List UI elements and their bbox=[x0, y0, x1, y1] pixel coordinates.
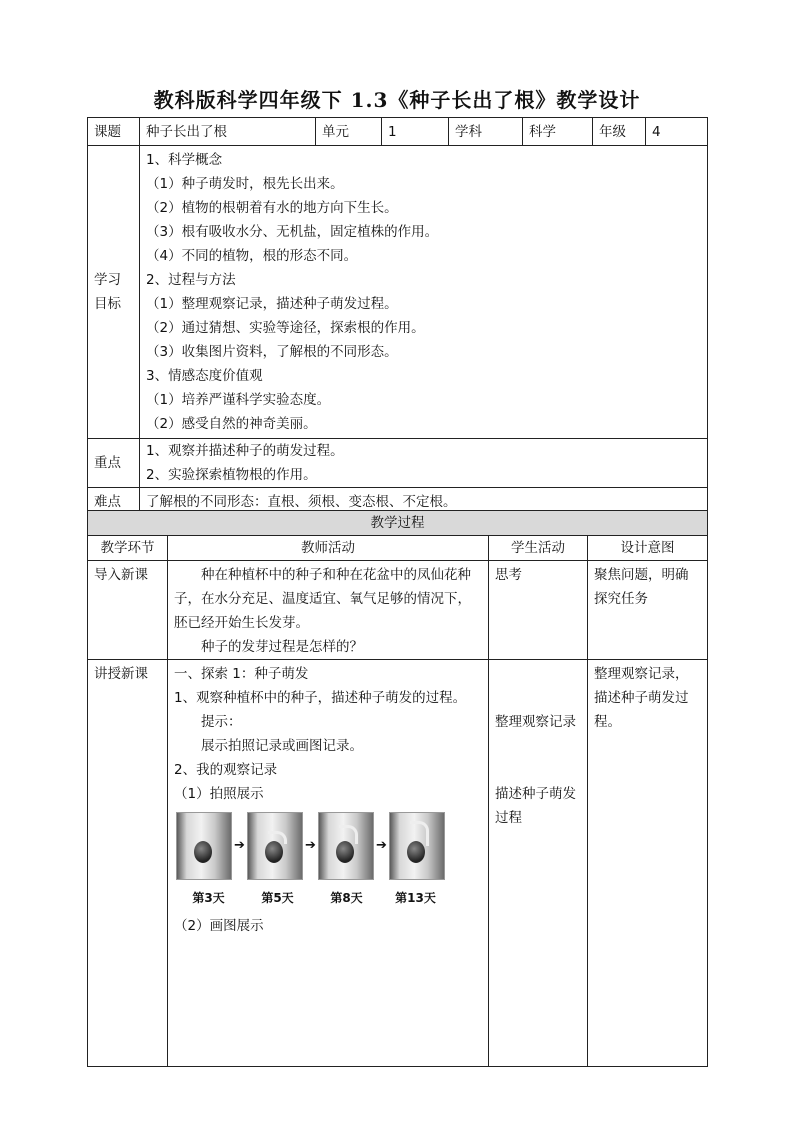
goal-line: （4）不同的植物，根的形态不同。 bbox=[146, 248, 358, 264]
seed-photo-day5 bbox=[247, 812, 303, 880]
goal-line: （2）植物的根朝着有水的地方向下生长。 bbox=[146, 200, 398, 216]
goal-line: 1、科学概念 bbox=[146, 152, 223, 168]
intro-question: 种子的发芽过程是怎样的？ bbox=[201, 639, 363, 655]
lesson-line: （1）拍照展示 bbox=[174, 786, 264, 802]
difficulty-label: 难点 bbox=[88, 488, 140, 516]
key-point-line: 2、实验探索植物根的作用。 bbox=[146, 467, 317, 483]
info-row bbox=[88, 118, 708, 146]
photo-day-labels bbox=[174, 886, 482, 910]
goal-line: （2）感受自然的神奇美丽。 bbox=[146, 416, 317, 432]
goal-line: （3）收集图片资料，了解根的不同形态。 bbox=[146, 344, 398, 360]
day-label: 第5天 bbox=[261, 891, 294, 905]
subject-label: 学科 bbox=[449, 118, 523, 146]
key-points-row bbox=[88, 439, 708, 488]
intro-student: 思考 bbox=[489, 561, 588, 660]
lesson-row bbox=[88, 660, 708, 1067]
lesson-line: 提示： bbox=[201, 714, 242, 730]
key-point-line: 1、观察并描述种子的萌发过程。 bbox=[146, 443, 344, 459]
seed-photo-day13 bbox=[389, 812, 445, 880]
goal-line: 2、过程与方法 bbox=[146, 272, 236, 288]
goals-content bbox=[140, 146, 708, 439]
unit-label: 单元 bbox=[316, 118, 382, 146]
lesson-line: 2、我的观察记录 bbox=[174, 762, 278, 778]
difficulty-content: 了解根的不同形态：直根、须根、变态根、不定根。 bbox=[140, 488, 708, 516]
header-teacher: 教师活动 bbox=[168, 536, 489, 561]
lesson-intent: 整理观察记录，描述种子萌发过程。 bbox=[588, 660, 708, 1067]
goal-line: （1）培养严谨科学实验态度。 bbox=[146, 392, 331, 408]
intro-stage: 导入新课 bbox=[88, 561, 168, 660]
lesson-line: 1、观察种植杯中的种子，描述种子萌发的过程。 bbox=[174, 690, 467, 706]
student-activity-2: 描述种子萌发过程 bbox=[495, 786, 576, 826]
day-label: 第3天 bbox=[192, 891, 225, 905]
topic-label: 课题 bbox=[88, 118, 140, 146]
intro-intent: 聚焦问题，明确探究任务 bbox=[588, 561, 708, 660]
goals-row bbox=[88, 146, 708, 439]
lesson-line: （2）画图展示 bbox=[174, 918, 264, 934]
teaching-process-table bbox=[87, 510, 708, 1067]
intro-row bbox=[88, 561, 708, 660]
header-intent: 设计意图 bbox=[588, 536, 708, 561]
goal-line: （3）根有吸收水分、无机盐，固定植株的作用。 bbox=[146, 224, 439, 240]
grade-label: 年级 bbox=[593, 118, 646, 146]
grade-value: 4 bbox=[646, 118, 708, 146]
subject-value: 科学 bbox=[523, 118, 593, 146]
lesson-info-table bbox=[87, 117, 708, 516]
goal-line: （1）种子萌发时，根先长出来。 bbox=[146, 176, 344, 192]
lesson-stage: 讲授新课 bbox=[88, 660, 168, 1067]
header-student: 学生活动 bbox=[489, 536, 588, 561]
key-points-label: 重点 bbox=[88, 439, 140, 488]
day-label: 第8天 bbox=[330, 891, 363, 905]
process-title: 教学过程 bbox=[88, 511, 708, 536]
lesson-line: 展示拍照记录或画图记录。 bbox=[201, 738, 363, 754]
seed-photo-day3 bbox=[176, 812, 232, 880]
goals-label: 学习目标 bbox=[88, 146, 140, 439]
header-stage: 教学环节 bbox=[88, 536, 168, 561]
lesson-teacher bbox=[168, 660, 489, 1067]
process-header-row bbox=[88, 536, 708, 561]
lesson-line: 一、探索 1：种子萌发 bbox=[174, 666, 309, 682]
intro-teacher bbox=[168, 561, 489, 660]
topic-value: 种子长出了根 bbox=[140, 118, 316, 146]
intro-teacher-paragraph: 种在种植杯中的种子和种在花盆中的凤仙花种子，在水分充足、温度适宜、氧气足够的情况下，胚已经开始生长发芽。 bbox=[174, 567, 471, 631]
page-title: 教科版科学四年级下 1.3《种子长出了根》教学设计 bbox=[153, 88, 641, 112]
arrow-icon: ➔ bbox=[234, 838, 245, 853]
goal-line: （1）整理观察记录，描述种子萌发过程。 bbox=[146, 296, 398, 312]
arrow-icon: ➔ bbox=[305, 838, 316, 853]
goal-line: （2）通过猜想、实验等途径，探索根的作用。 bbox=[146, 320, 425, 336]
seed-photo-strip bbox=[176, 812, 482, 880]
arrow-icon: ➔ bbox=[376, 838, 387, 853]
unit-value: 1 bbox=[382, 118, 449, 146]
student-activity-1: 整理观察记录 bbox=[495, 714, 576, 730]
seed-photo-day8 bbox=[318, 812, 374, 880]
lesson-student bbox=[489, 660, 588, 1067]
key-points-content bbox=[140, 439, 708, 488]
goal-line: 3、情感态度价值观 bbox=[146, 368, 263, 384]
day-label: 第13天 bbox=[395, 891, 436, 905]
